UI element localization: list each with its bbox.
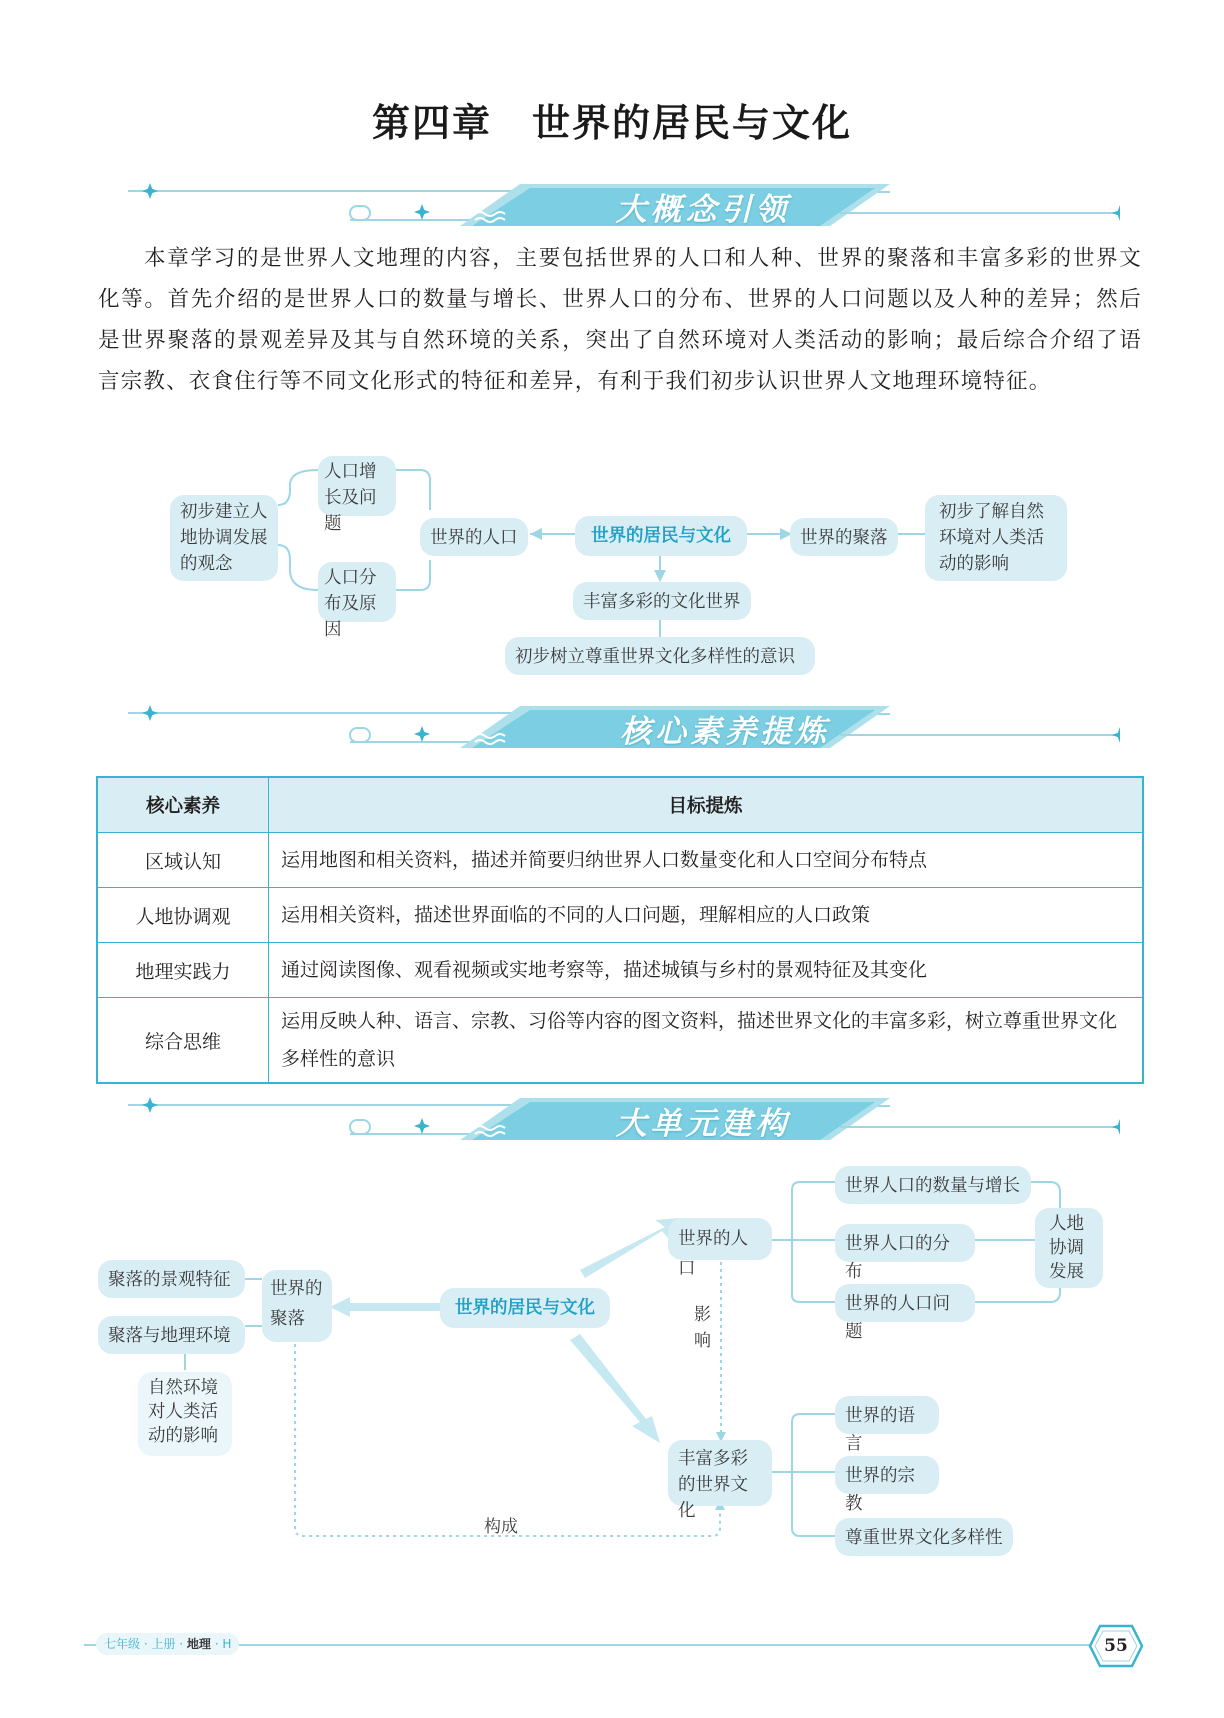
concept-growth: 人口增长及问题 (318, 456, 396, 516)
unit-cul-item: 世界的语言 (835, 1396, 939, 1434)
core-literacy-table (96, 776, 1144, 1084)
table-header: 目标提炼 (269, 777, 1144, 833)
section-title: 核心素养提炼 (620, 714, 830, 750)
table-cell-value: 运用反映人种、语言、宗教、习俗等内容的图文资料，描述世界文化的丰富多彩，树立尊重世界文化多样性的意识 (269, 998, 1144, 1084)
table-row (97, 998, 1143, 1084)
table-header-row (97, 777, 1143, 833)
table-cell-value: 运用相关资料，描述世界面临的不同的人口问题，理解相应的人口政策 (269, 888, 1144, 943)
footer-book-info (96, 1633, 239, 1655)
chapter-number: 第四章 (371, 101, 492, 145)
footer-edition: · H (210, 1637, 232, 1651)
section-title: 大单元建构 (615, 1106, 791, 1142)
concept-center: 世界的居民与文化 (575, 516, 747, 556)
footer-grade: 七年级 · 上册 · (104, 1637, 187, 1651)
concept-distribution: 人口分布及原因 (318, 562, 396, 622)
unit-culture: 丰富多彩的世界文化 (668, 1440, 772, 1506)
intro-paragraph: 本章学习的是世界人文地理的内容，主要包括世界的人口和人种、世界的聚落和丰富多彩的世界文化等。首先介绍的是世界人口的数量与增长、世界人口的分布、世界的人口问题以及人种的差异；然后是世界聚落的景观差异及其与自然环境的关系，突出了自然环境对人类活动的影响；最后综合介绍了语言宗教、衣食住行等不同文化形式的特征和差异，有利于我们初步认识世界人文地理环境特征。 (98, 246, 1142, 394)
table-cell-value: 通过阅读图像、观看视频或实地考察等，描述城镇与乡村的景观特征及其变化 (269, 943, 1144, 998)
unit-center: 世界的居民与文化 (440, 1288, 610, 1328)
section-banner-literacy (120, 700, 1120, 760)
table-row (97, 943, 1143, 998)
table-cell-key: 地理实践力 (97, 943, 269, 998)
table-cell-key: 区域认知 (97, 833, 269, 888)
compose-label: 构成 (484, 1517, 518, 1537)
chapter-name: 世界的居民与文化 (532, 101, 853, 145)
concept-culture: 丰富多彩的文化世界 (573, 582, 751, 620)
concept-nature: 初步了解自然环境对人类活动的影响 (925, 495, 1067, 581)
section-title: 大概念引领 (615, 192, 791, 228)
table-cell-value: 运用地图和相关资料，描述并简要归纳世界人口数量变化和人口空间分布特点 (269, 833, 1144, 888)
concept-respect: 初步树立尊重世界文化多样性的意识 (505, 637, 815, 675)
influence-label: 影响 (694, 1305, 711, 1351)
unit-settlement: 世界的聚落 (262, 1270, 332, 1342)
unit-population: 世界的人口 (668, 1218, 772, 1260)
concept-settlement: 世界的聚落 (790, 518, 898, 556)
table-row (97, 888, 1143, 943)
unit-cul-item: 世界的宗教 (835, 1456, 939, 1494)
table-cell-key: 综合思维 (97, 998, 269, 1084)
unit-harmony: 人地协调发展 (1035, 1208, 1103, 1288)
unit-cul-item: 尊重世界文化多样性 (835, 1518, 1013, 1556)
table-row (97, 833, 1143, 888)
section-banner-unit (120, 1092, 1120, 1152)
unit-set-item: 聚落的景观特征 (98, 1260, 245, 1298)
table-header: 核心素养 (97, 777, 269, 833)
table-cell-key: 人地协调观 (97, 888, 269, 943)
unit-pop-item: 世界人口的数量与增长 (835, 1166, 1031, 1204)
concept-population: 世界的人口 (420, 518, 528, 556)
unit-nature: 自然环境对人类活动的影响 (138, 1372, 232, 1456)
unit-set-item: 聚落与地理环境 (98, 1316, 245, 1354)
footer-subject: 地理 (186, 1637, 211, 1651)
page-number: 55 (1104, 1636, 1128, 1656)
unit-pop-item: 世界的人口问题 (835, 1284, 975, 1322)
unit-pop-item: 世界人口的分布 (835, 1224, 975, 1262)
concept-harmony: 初步建立人地协调发展的观念 (170, 495, 278, 581)
